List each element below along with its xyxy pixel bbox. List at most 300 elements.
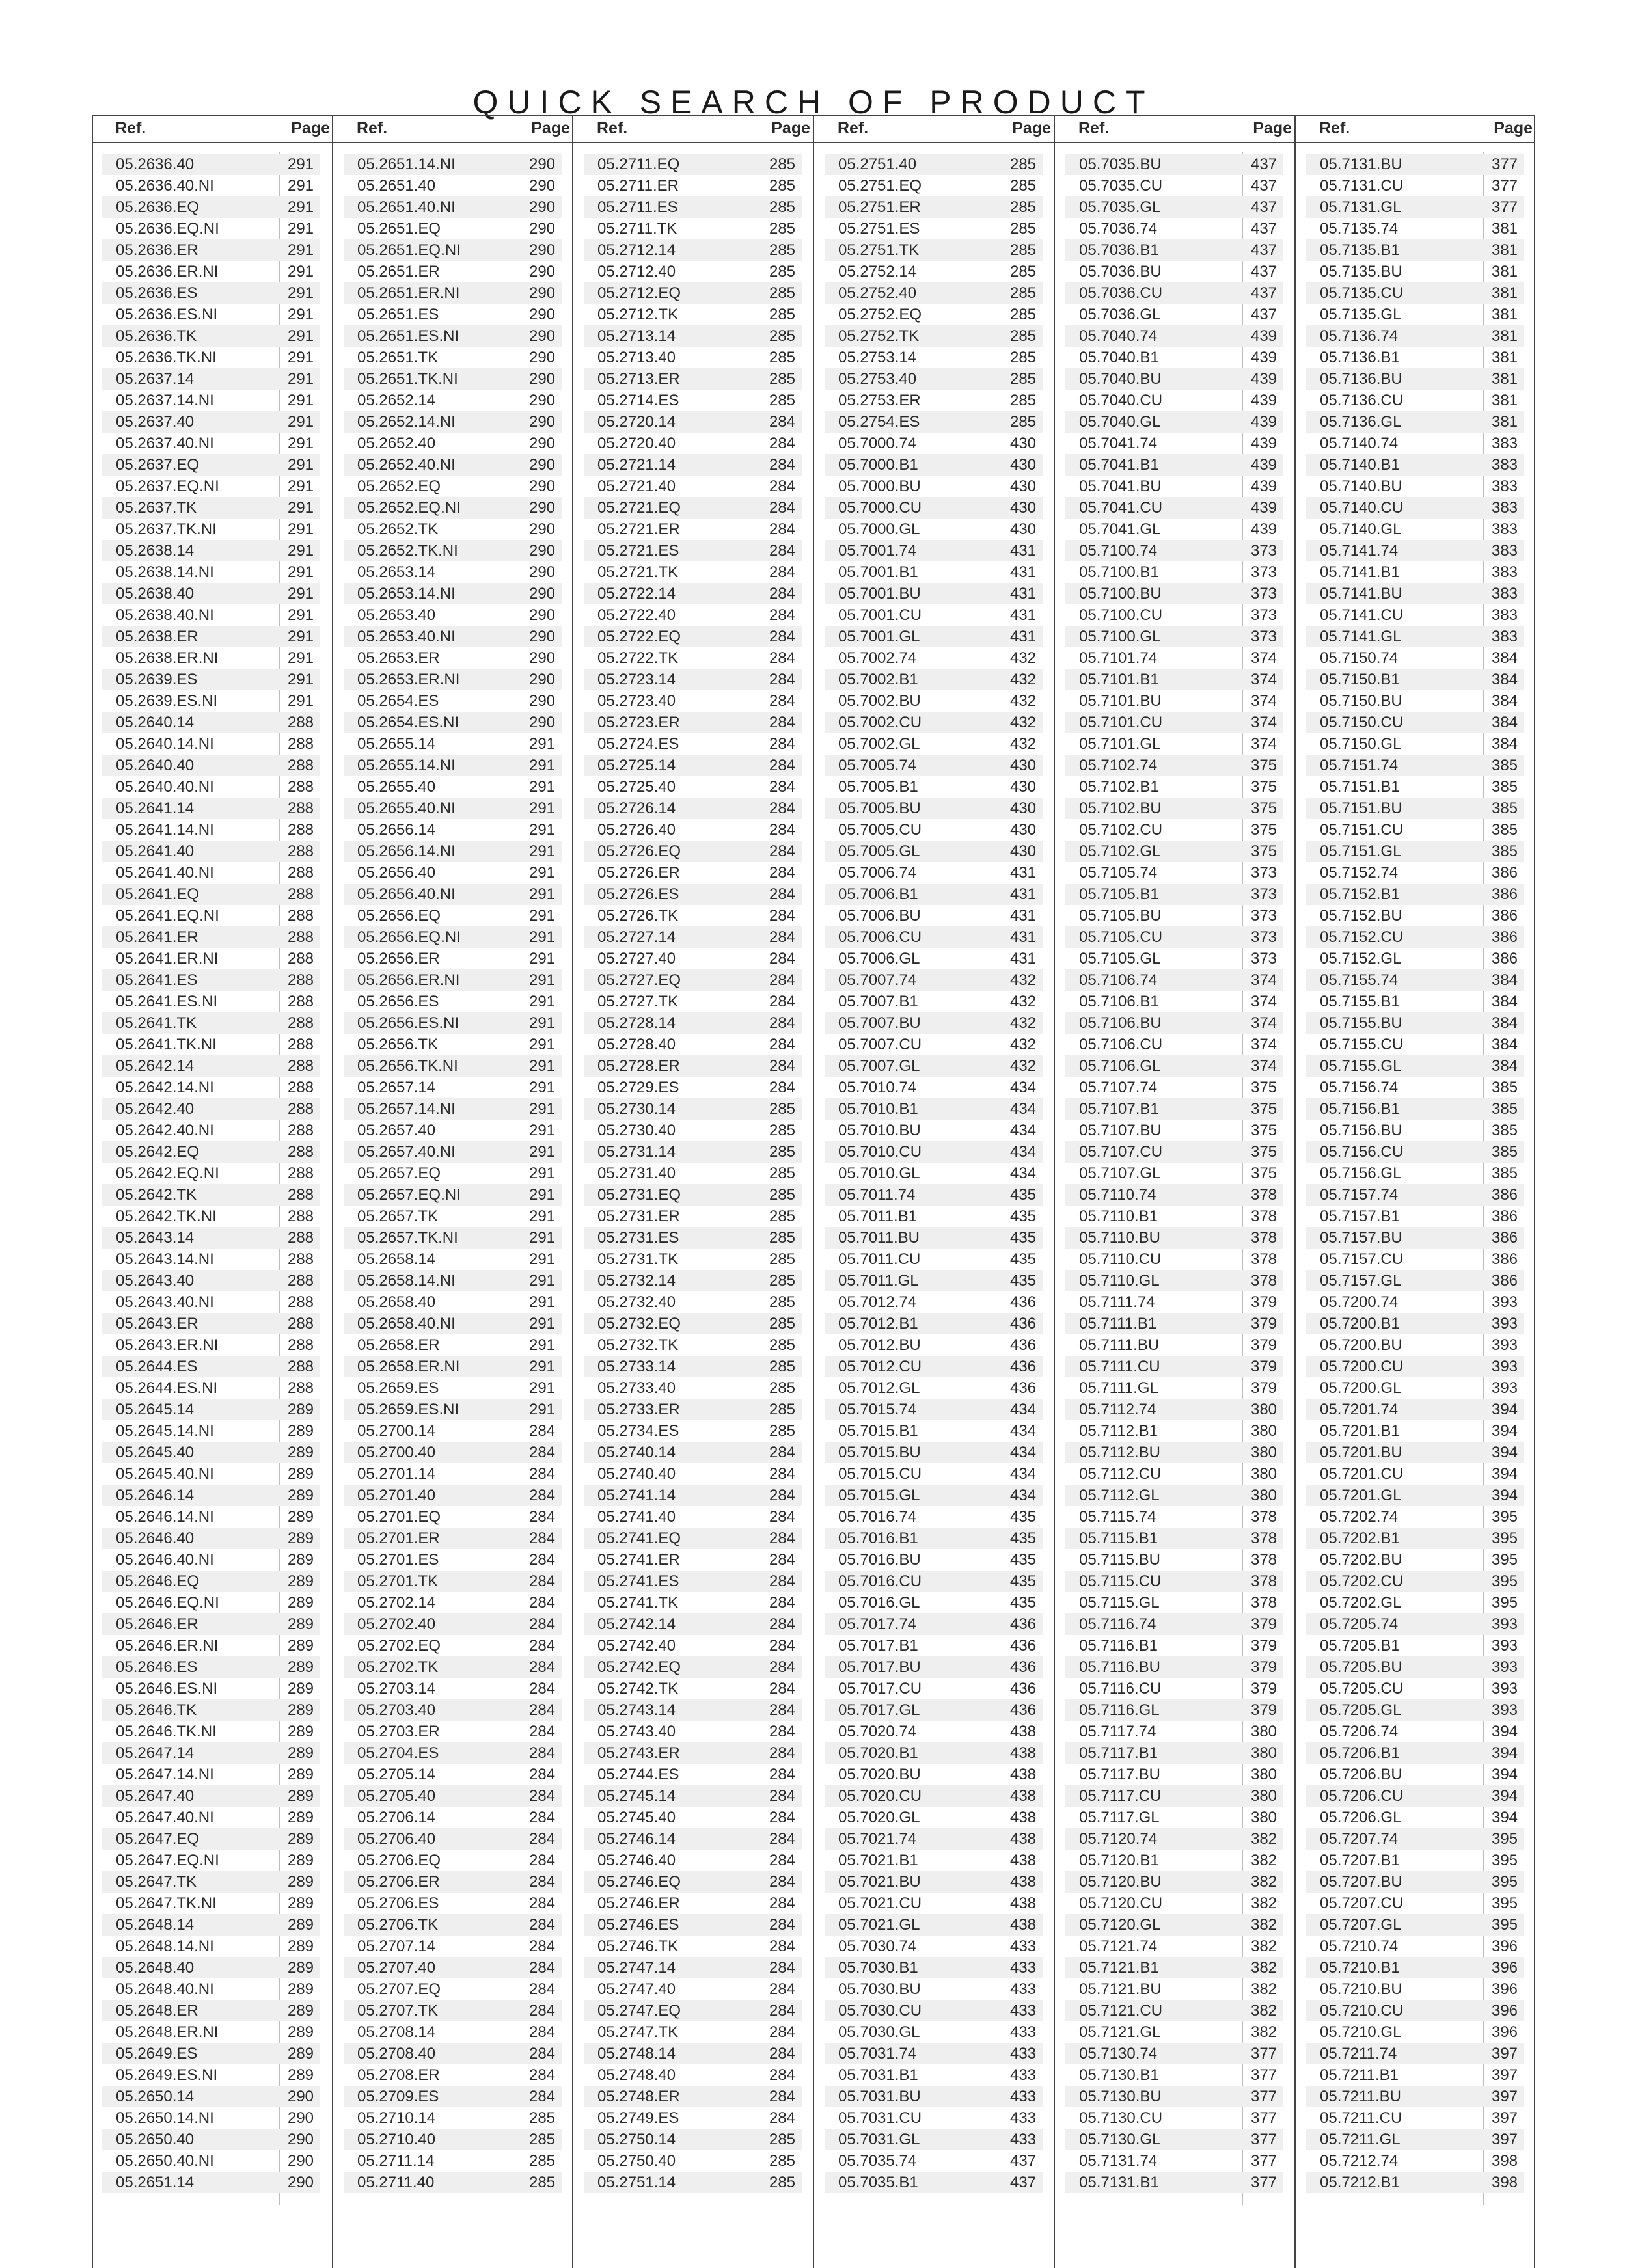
page-cell: 290 (287, 2109, 314, 2127)
ref-cell: 05.2747.TK (597, 2023, 679, 2041)
ref-cell: 05.7140.74 (1320, 435, 1399, 452)
page-cell: 374 (1250, 971, 1278, 989)
table-row (1306, 604, 1524, 626)
page-cell: 284 (769, 499, 796, 517)
page-cell: 284 (528, 1744, 556, 1762)
page-cell: 373 (1250, 542, 1278, 560)
page-cell: 290 (528, 499, 556, 517)
ref-cell: 05.2637.EQ (116, 456, 200, 474)
table-row (1306, 196, 1524, 218)
ref-cell: 05.7001.GL (838, 628, 920, 645)
page-cell: 289 (287, 1809, 314, 1826)
page-cell: 284 (528, 1937, 556, 1955)
page-cell: 438 (1009, 1830, 1037, 1848)
page-cell: 284 (769, 649, 796, 667)
ref-cell: 05.7121.B1 (1079, 1959, 1159, 1977)
ref-cell: 05.2638.ER (116, 628, 198, 645)
table-row (1306, 1399, 1524, 1420)
table-row (1306, 325, 1524, 347)
page-cell: 290 (528, 198, 556, 216)
table-row (825, 1571, 1043, 1592)
table-row (1306, 1034, 1524, 1055)
page-cell: 289 (287, 1508, 314, 1526)
table-row (1306, 712, 1524, 733)
ref-cell: 05.7016.CU (838, 1573, 922, 1590)
page-cell: 284 (769, 1508, 796, 1526)
table-row (584, 561, 802, 583)
page-cell: 374 (1250, 714, 1278, 731)
index-column (572, 115, 813, 2268)
page-cell: 284 (769, 2066, 796, 2084)
page-cell: 284 (769, 1701, 796, 1719)
page-cell: 289 (287, 1401, 314, 1418)
ref-cell: 05.2641.40 (116, 843, 195, 860)
ref-cell: 05.7210.BU (1320, 1980, 1402, 1998)
ref-cell: 05.2640.14 (116, 714, 195, 731)
ref-cell: 05.2657.TK.NI (357, 1229, 458, 1247)
ref-cell: 05.7131.B1 (1079, 2174, 1159, 2191)
ref-cell: 05.2728.40 (597, 1036, 676, 1053)
page-cell: 285 (769, 177, 796, 195)
table-row (825, 1764, 1043, 1785)
page-cell: 290 (528, 628, 556, 645)
table-row (825, 2064, 1043, 2086)
table-row (102, 476, 320, 497)
table-row (825, 1613, 1043, 1635)
page-cell: 291 (287, 563, 314, 581)
table-row (102, 690, 320, 712)
table-row (1065, 819, 1283, 841)
page-cell: 375 (1250, 1100, 1278, 1118)
ref-cell: 05.7020.B1 (838, 1744, 918, 1762)
ref-cell: 05.2636.ES.NI (116, 306, 218, 323)
page-cell: 284 (528, 1465, 556, 1483)
page-cell: 380 (1250, 1809, 1278, 1826)
table-row (344, 1742, 562, 1764)
ref-cell: 05.2649.ES (116, 2045, 198, 2062)
table-row (1306, 1785, 1524, 1807)
table-row (102, 1313, 320, 1334)
page-cell: 290 (528, 349, 556, 366)
page-cell: 289 (287, 1980, 314, 1998)
page-cell: 289 (287, 2002, 314, 2019)
page-cell: 379 (1250, 1358, 1278, 1375)
page-cell: 433 (1009, 2045, 1037, 2062)
page-cell: 438 (1009, 1787, 1037, 1805)
page-cell: 284 (528, 1422, 556, 1440)
page-cell: 284 (769, 435, 796, 452)
ref-cell: 05.7107.74 (1079, 1079, 1158, 1096)
ref-cell: 05.7101.74 (1079, 649, 1158, 667)
ref-cell: 05.2648.ER (116, 2002, 198, 2019)
page-cell: 377 (1491, 198, 1518, 216)
ref-cell: 05.2743.ER (597, 1744, 680, 1762)
table-row (102, 540, 320, 561)
table-row (825, 1249, 1043, 1270)
ref-cell: 05.2648.14.NI (116, 1937, 214, 1955)
page-cell: 284 (528, 1573, 556, 1590)
table-row (825, 2000, 1043, 2021)
ref-cell: 05.2651.EQ (357, 220, 441, 237)
table-row (825, 218, 1043, 239)
table-row (1306, 1377, 1524, 1399)
ref-cell: 05.2656.40.NI (357, 885, 456, 903)
ref-cell: 05.2730.40 (597, 1122, 676, 1139)
table-row (584, 733, 802, 755)
page-cell: 285 (769, 1165, 796, 1182)
ref-cell: 05.2658.40.NI (357, 1315, 456, 1332)
ref-cell: 05.7020.BU (838, 1766, 921, 1783)
table-row (825, 669, 1043, 690)
table-row (1065, 1656, 1283, 1678)
table-row (825, 1721, 1043, 1742)
ref-cell: 05.7030.BU (838, 1980, 921, 1998)
ref-cell: 05.7015.CU (838, 1465, 922, 1483)
table-row (1065, 1141, 1283, 1163)
table-row (825, 239, 1043, 261)
ref-cell: 05.7207.BU (1320, 1873, 1402, 1891)
ref-cell: 05.2741.40 (597, 1508, 676, 1526)
page-cell: 284 (769, 1895, 796, 1912)
table-row (102, 1206, 320, 1227)
table-row (1065, 647, 1283, 669)
page-cell: 291 (287, 542, 314, 560)
ref-cell: 05.2649.ES.NI (116, 2066, 218, 2084)
ref-cell: 05.7030.CU (838, 2002, 922, 2019)
ref-cell: 05.7131.74 (1079, 2152, 1158, 2170)
page-cell: 290 (528, 220, 556, 237)
ref-cell: 05.2753.ER (838, 392, 921, 409)
page-cell: 384 (1491, 649, 1518, 667)
page-cell: 438 (1009, 1916, 1037, 1934)
table-row (1306, 454, 1524, 476)
ref-cell: 05.7030.74 (838, 1937, 917, 1955)
table-row (1065, 1807, 1283, 1828)
table-row (1306, 1656, 1524, 1678)
table-row (584, 2150, 802, 2172)
ref-cell: 05.2647.EQ.NI (116, 1852, 219, 1869)
page-cell: 291 (287, 413, 314, 431)
ref-cell: 05.7007.BU (838, 1014, 921, 1032)
ref-cell: 05.2710.40 (357, 2131, 436, 2148)
page-cell: 434 (1009, 1444, 1037, 1461)
page-cell: 284 (769, 606, 796, 624)
table-row (584, 1528, 802, 1549)
ref-cell: 05.2722.EQ (597, 628, 681, 645)
page-cell: 381 (1491, 413, 1518, 431)
table-row (1306, 1571, 1524, 1592)
column-header (92, 115, 333, 142)
table-row (1065, 1742, 1283, 1764)
page-cell: 291 (287, 435, 314, 452)
table-row (825, 1785, 1043, 1807)
table-row (102, 347, 320, 368)
table-row (344, 1227, 562, 1249)
table-row (584, 2129, 802, 2150)
ref-cell: 05.7002.74 (838, 649, 917, 667)
table-row (102, 1699, 320, 1721)
page-cell: 433 (1009, 2002, 1037, 2019)
table-row (1306, 2129, 1524, 2150)
table-row (102, 1957, 320, 1978)
table-row (102, 218, 320, 239)
table-row (584, 905, 802, 926)
ref-cell: 05.7001.CU (838, 606, 922, 624)
table-row (1306, 905, 1524, 926)
ref-cell: 05.2731.ER (597, 1208, 680, 1225)
table-row (1306, 1699, 1524, 1721)
ref-cell: 05.2647.14 (116, 1744, 195, 1762)
table-row (825, 368, 1043, 390)
ref-cell: 05.2747.14 (597, 1959, 676, 1977)
table-row (1306, 1184, 1524, 1206)
table-row (1306, 1270, 1524, 1291)
page-cell: 395 (1491, 1873, 1518, 1891)
page-cell: 397 (1491, 2131, 1518, 2148)
table-row (102, 905, 320, 926)
table-row (102, 433, 320, 454)
table-row (584, 1721, 802, 1742)
page-cell: 374 (1250, 692, 1278, 710)
table-row (344, 755, 562, 776)
ref-cell: 05.2653.ER.NI (357, 671, 460, 688)
table-row (825, 884, 1043, 905)
table-row (825, 1678, 1043, 1699)
table-row (825, 2129, 1043, 2150)
page-cell: 284 (769, 843, 796, 860)
page-cell: 438 (1009, 1873, 1037, 1891)
ref-cell: 05.7021.GL (838, 1916, 920, 1934)
page-cell: 289 (287, 1573, 314, 1590)
page-cell: 284 (528, 2066, 556, 2084)
column-header (1296, 115, 1535, 142)
page-cell: 383 (1491, 606, 1518, 624)
page-cell: 384 (1491, 1036, 1518, 1053)
page-cell: 430 (1009, 520, 1037, 538)
header-page: Page (771, 119, 810, 137)
page-cell: 437 (1250, 155, 1278, 173)
page-cell: 374 (1250, 735, 1278, 753)
ref-cell: 05.2647.TK (116, 1873, 197, 1891)
table-row (102, 1764, 320, 1785)
ref-cell: 05.2713.ER (597, 370, 680, 388)
table-row (584, 325, 802, 347)
ref-cell: 05.7101.GL (1079, 735, 1161, 753)
table-row (1306, 2000, 1524, 2021)
page-cell: 288 (287, 1336, 314, 1354)
ref-cell: 05.7157.74 (1320, 1186, 1399, 1204)
table-row (1306, 1764, 1524, 1785)
ref-cell: 05.7202.74 (1320, 1508, 1399, 1526)
ref-cell: 05.2656.EQ (357, 907, 441, 925)
ref-cell: 05.2706.TK (357, 1916, 439, 1934)
table-row (1065, 1871, 1283, 1893)
ref-cell: 05.2636.40.NI (116, 177, 214, 195)
page-cell: 385 (1491, 821, 1518, 839)
ref-cell: 05.7155.B1 (1320, 993, 1400, 1010)
page-cell: 285 (769, 1358, 796, 1375)
page-cell: 433 (1009, 2109, 1037, 2127)
page-cell: 285 (769, 155, 796, 173)
table-row (1065, 862, 1283, 884)
ref-cell: 05.2721.ER (597, 520, 680, 538)
page-cell: 374 (1250, 671, 1278, 688)
ref-cell: 05.2706.ES (357, 1895, 439, 1912)
ref-cell: 05.2744.ES (597, 1766, 679, 1783)
ref-cell: 05.7031.BU (838, 2088, 921, 2105)
table-row (825, 561, 1043, 583)
table-row (1306, 2064, 1524, 2086)
page-cell: 393 (1491, 1615, 1518, 1633)
page-cell: 289 (287, 1744, 314, 1762)
table-row (1065, 1914, 1283, 1936)
ref-cell: 05.2750.14 (597, 2131, 676, 2148)
page-cell: 434 (1009, 1401, 1037, 1418)
page-cell: 291 (287, 263, 314, 280)
page-cell: 439 (1250, 499, 1278, 517)
table-row (584, 1742, 802, 1764)
page-cell: 284 (528, 1530, 556, 1547)
ref-cell: 05.2646.ER (116, 1615, 198, 1633)
table-row (1306, 776, 1524, 798)
ref-cell: 05.7036.74 (1079, 220, 1158, 237)
page-cell: 394 (1491, 1465, 1518, 1483)
ref-cell: 05.2636.ER (116, 241, 198, 259)
ref-cell: 05.7006.B1 (838, 885, 918, 903)
table-row (102, 1549, 320, 1571)
page-cell: 284 (528, 2002, 556, 2019)
table-row (584, 2021, 802, 2043)
table-row (1065, 433, 1283, 454)
table-row (102, 1055, 320, 1077)
page-cell: 290 (528, 241, 556, 259)
header-ref: Ref. (838, 119, 869, 137)
ref-cell: 05.2703.14 (357, 1680, 436, 1697)
ref-cell: 05.2651.ES (357, 306, 439, 323)
table-row (584, 969, 802, 991)
table-row (344, 325, 562, 347)
page-cell: 285 (769, 2131, 796, 2148)
page-cell: 291 (528, 1315, 556, 1332)
page-cell: 288 (287, 1165, 314, 1182)
ref-cell: 05.2707.EQ (357, 1980, 441, 1998)
ref-cell: 05.2721.EQ (597, 499, 681, 517)
ref-cell: 05.7135.BU (1320, 263, 1402, 280)
table-row (584, 1291, 802, 1313)
table-row (584, 1399, 802, 1420)
table-row (344, 604, 562, 626)
table-row (1306, 540, 1524, 561)
ref-cell: 05.2651.TK.NI (357, 370, 458, 388)
ref-cell: 05.2708.14 (357, 2023, 436, 2041)
table-row (825, 390, 1043, 411)
ref-cell: 05.2746.ER (597, 1895, 680, 1912)
page-cell: 289 (287, 1723, 314, 1740)
ref-cell: 05.2751.ES (838, 220, 920, 237)
ref-cell: 05.2651.14 (116, 2174, 195, 2191)
ref-cell: 05.7211.CU (1320, 2109, 1402, 2127)
table-row (1306, 1807, 1524, 1828)
page-cell: 373 (1250, 950, 1278, 967)
ref-cell: 05.2742.EQ (597, 1658, 681, 1676)
table-row (584, 304, 802, 325)
table-row (825, 2043, 1043, 2064)
ref-cell: 05.7035.CU (1079, 177, 1163, 195)
page-cell: 289 (287, 2066, 314, 2084)
row-list (825, 154, 1043, 2193)
ref-cell: 05.7010.CU (838, 1143, 922, 1161)
ref-cell: 05.2653.40.NI (357, 628, 456, 645)
page-cell: 397 (1491, 2109, 1518, 2127)
table-row (584, 776, 802, 798)
page-cell: 397 (1491, 2066, 1518, 2084)
ref-cell: 05.7035.GL (1079, 198, 1161, 216)
ref-cell: 05.7136.CU (1320, 392, 1404, 409)
ref-cell: 05.7021.BU (838, 1873, 921, 1891)
page-cell: 291 (287, 649, 314, 667)
page-cell: 291 (287, 692, 314, 710)
ref-cell: 05.7040.CU (1079, 392, 1163, 409)
table-row (584, 1055, 802, 1077)
ref-cell: 05.7116.B1 (1079, 1637, 1158, 1654)
page-cell: 373 (1250, 628, 1278, 645)
ref-cell: 05.2705.14 (357, 1766, 436, 1783)
ref-cell: 05.2714.ES (597, 392, 679, 409)
ref-cell: 05.2638.14 (116, 542, 195, 560)
table-row (1065, 604, 1283, 626)
table-row (584, 626, 802, 647)
ref-cell: 05.7101.CU (1079, 714, 1163, 731)
header-ref: Ref. (1319, 119, 1350, 137)
ref-cell: 05.7041.74 (1079, 435, 1158, 452)
page-cell: 284 (528, 1487, 556, 1504)
page-cell: 438 (1009, 1766, 1037, 1783)
ref-cell: 05.7010.BU (838, 1122, 921, 1139)
page-cell: 432 (1009, 692, 1037, 710)
ref-cell: 05.2752.40 (838, 284, 917, 302)
page-cell: 289 (287, 1615, 314, 1633)
ref-cell: 05.7205.BU (1320, 1658, 1402, 1676)
page-cell: 284 (528, 1508, 556, 1526)
table-row (825, 604, 1043, 626)
table-row (102, 1270, 320, 1291)
page-cell: 290 (528, 263, 556, 280)
page-cell: 291 (528, 907, 556, 925)
table-row (1306, 1334, 1524, 1356)
header-ref: Ref. (597, 119, 628, 137)
table-row (825, 647, 1043, 669)
table-row (1065, 519, 1283, 540)
ref-cell: 05.2657.TK (357, 1208, 439, 1225)
page-cell: 290 (528, 563, 556, 581)
ref-cell: 05.2640.40.NI (116, 778, 214, 796)
table-row (344, 433, 562, 454)
page-cell: 395 (1491, 1508, 1518, 1526)
table-row (102, 755, 320, 776)
page-cell: 284 (769, 1615, 796, 1633)
page-cell: 291 (287, 392, 314, 409)
ref-cell: 05.2655.14.NI (357, 757, 456, 774)
page-cell: 284 (528, 1852, 556, 1869)
ref-cell: 05.7205.B1 (1320, 1637, 1400, 1654)
page-cell: 290 (528, 671, 556, 688)
ref-cell: 05.2643.40.NI (116, 1293, 214, 1311)
page-cell: 380 (1250, 1444, 1278, 1461)
table-row (1065, 733, 1283, 755)
ref-cell: 05.2701.ER (357, 1530, 440, 1547)
page-cell: 284 (769, 1937, 796, 1955)
page-cell: 284 (528, 1551, 556, 1569)
